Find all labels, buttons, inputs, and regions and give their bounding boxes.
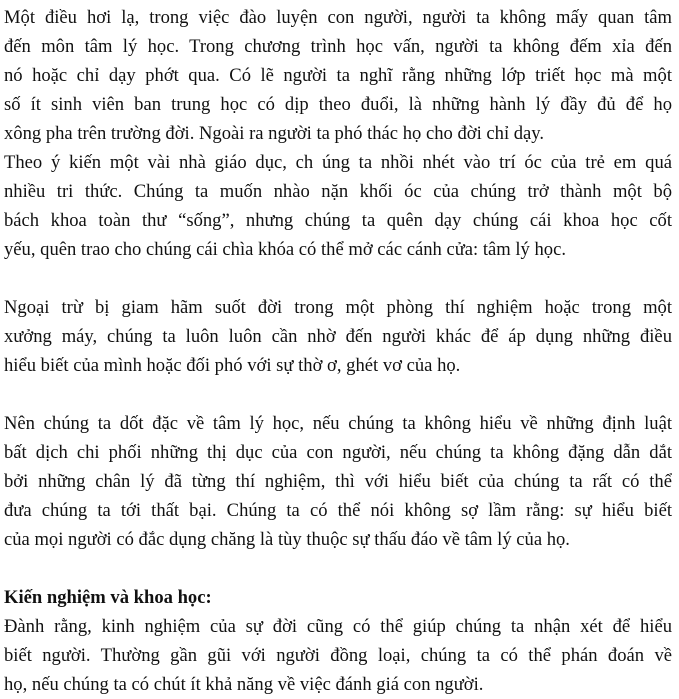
text-line: Theo ý kiến một vài nhà giáo dục, ch úng ta nhồi nhét vào trí óc của trẻ em quá	[4, 152, 672, 173]
section-paragraph	[4, 612, 672, 699]
paragraph-spacer	[4, 380, 672, 409]
text-line: Nên chúng ta dốt đặc về tâm lý học, nếu chúng ta không hiểu về những định luật	[4, 413, 672, 434]
text-line: nó hoặc chỉ dạy phớt qua. Có lẽ người ta nghĩ rằng những lớp triết học mà một	[4, 65, 672, 86]
text-line: Một điều hơi lạ, trong việc đào luyện con người, người ta không mấy quan tâm	[4, 7, 672, 28]
text-line: Đành rằng, kinh nghiệm của sự đời cũng có thể giúp chúng ta nhận xét để hiểu	[4, 616, 672, 637]
text-line: biết người. Thường gần gũi với người đồng loại, chúng ta có thể phán đoán về	[4, 645, 672, 666]
text-line: bất dịch chi phối những thị dục của con người, nếu chúng ta không đặng dẫn dắt	[4, 442, 672, 463]
paragraph-2	[4, 148, 672, 264]
paragraph-3	[4, 293, 672, 380]
text-line: hiểu biết của mình hoặc đối phó với sự thờ ơ, ghét vơ của họ.	[4, 355, 461, 376]
text-line: yếu, quên trao cho chúng cái chìa khóa có thể mở các cánh cửa: tâm lý học.	[4, 239, 566, 260]
text-line: họ, nếu chúng ta có chút ít khả năng về việc đánh giá con người.	[4, 674, 484, 695]
text-line: số ít sinh viên ban trung học có dịp theo đuổi, là những hành lý đầy đủ để họ	[4, 94, 672, 115]
paragraph-spacer	[4, 554, 672, 583]
text-line: bách khoa toàn thư “sống”, nhưng chúng ta quên dạy chúng cái khoa học cốt	[4, 210, 672, 231]
text-line: xông pha trên trường đời. Ngoài ra người ta phó thác họ cho đời chỉ dạy.	[4, 123, 545, 144]
text-line: nhiều tri thức. Chúng ta muốn nhào nặn khối óc của chúng trở thành một bộ	[4, 181, 672, 202]
paragraph-spacer	[4, 264, 672, 293]
text-line: đến môn tâm lý học. Trong chương trình học vấn, người ta không đếm xỉa đến	[4, 36, 672, 57]
text-line: bởi những chân lý đã từng thí nghiệm, thì với hiểu biết của chúng ta rất có thể	[4, 471, 672, 492]
text-line: xưởng máy, chúng ta luôn luôn cần nhờ đến người khác để áp dụng những điều	[4, 326, 672, 347]
section-heading: Kiến nghiệm và khoa học:	[4, 587, 212, 608]
paragraph-1	[4, 0, 672, 148]
paragraph-4	[4, 409, 672, 554]
document-body	[4, 0, 672, 699]
text-line: đưa chúng ta tới thất bại. Chúng ta có thể nói không sợ lầm rằng: sự hiểu biết	[4, 500, 672, 521]
text-line: Ngoại trừ bị giam hãm suốt đời trong một phòng thí nghiệm hoặc trong một	[4, 297, 672, 318]
text-line: của mọi người có đắc dụng chăng là tùy thuộc sự thấu đáo về tâm lý của họ.	[4, 529, 570, 550]
